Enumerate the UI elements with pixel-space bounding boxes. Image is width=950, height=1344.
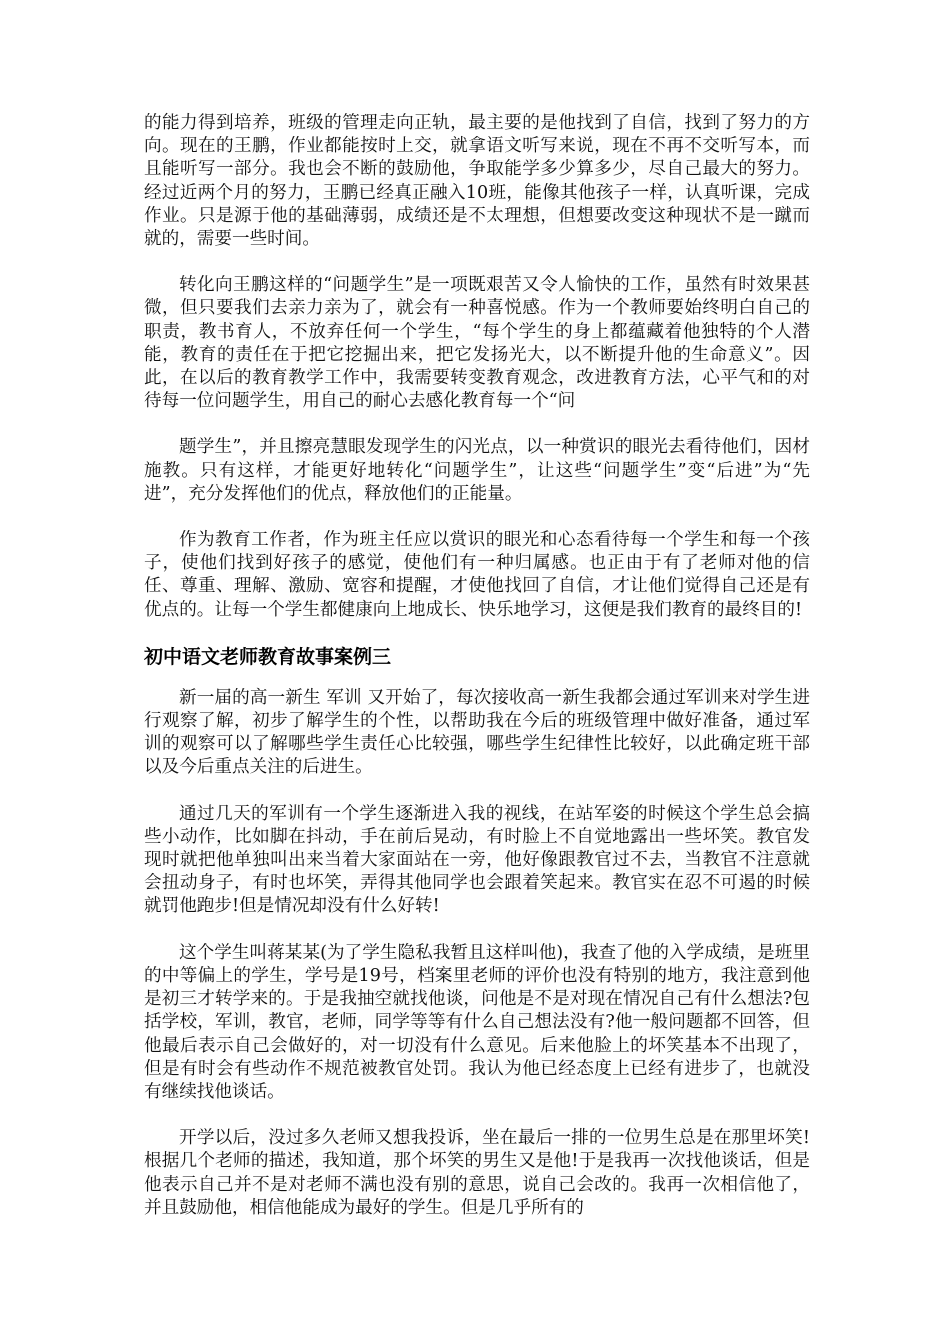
section-heading: 初中语文老师教育故事案例三 bbox=[144, 645, 392, 668]
paragraph: 这个学生叫蒋某某(为了学生隐私我暂且这样叫他)，我查了他的入学成绩，是班里的中等偏上的学生，学号是19号，档案里老师的评价也没有特别的地方，我注意到他是初三才转学来的。于是我抽空就找他谈，问他是不是对现在情况自己有什么想法?包括学校，军训，教官，老师，同学等等有什么自己想法没有?他一般问题都不回答，但他最后表示自己会做好的，对一切没有什么意见。后来他脸上的坏笑基本不出现了，但是有时会有些动作不规范被教官处罚。我认为他已经态度上已经有进步了，也就没有继续找他谈话。 bbox=[144, 942, 810, 1102]
paragraph: 通过几天的军训有一个学生逐渐进入我的视线，在站军姿的时候这个学生总会搞些小动作，比如脚在抖动，手在前后晃动，有时脸上不自觉地露出一些坏笑。教官发现时就把他单独叫出来当着大家面站在一旁，他好像跟教官过不去，当教官不注意就会扭动身子，有时也坏笑，弄得其他同学也会跟着笑起来。教官实在忍不可遏的时候就罚他跑步!但是情况却没有什么好转! bbox=[144, 803, 810, 917]
paragraph: 新一届的高一新生 军训 又开始了，每次接收高一新生我都会通过军训来对学生进行观察了解，初步了解学生的个性，以帮助我在今后的班级管理中做好准备，通过军训的观察可以了解哪些学生责任心比较强，哪些学生纪律性比较好，以此确定班干部以及今后重点关注的后进生。 bbox=[144, 687, 810, 778]
paragraph: 题学生”，并且擦亮慧眼发现学生的闪光点，以一种赏识的眼光去看待他们，因材施教。只有这样，才能更好地转化“问题学生”，让这些“问题学生”变“后进”为“先进”，充分发挥他们的优点，释放他们的正能量。 bbox=[144, 437, 810, 504]
paragraph: 作为教育工作者，作为班主任应以赏识的眼光和心态看待每一个学生和每一个孩子，使他们找到好孩子的感觉，使他们有一种归属感。也正由于有了老师对他的信任、尊重、理解、激励、宽容和提醒，才使他找回了自信，才让他们觉得自己还是有优点的。让每一个学生都健康向上地成长、快乐地学习，这便是我们教育的最终目的! bbox=[144, 530, 810, 620]
paragraph: 转化向王鹏这样的“问题学生”是一项既艰苦又令人愉快的工作，虽然有时效果甚微，但只要我们去亲力亲为了，就会有一种喜悦感。作为一个教师要始终明白自己的职责，教书育人，不放弃任何一个学生，“每个学生的身上都蕴藏着他独特的个人潜能，教育的责任在于把它挖掘出来，把它发扬光大，以不断提升他的生命意义”。因此，在以后的教育教学工作中，我需要转变教育观念，改进教育方法，心平气和的对待每一位问题学生，用自己的耐心去感化教育每一个“问 bbox=[144, 275, 810, 412]
paragraph: 开学以后，没过多久老师又想我投诉，坐在最后一排的一位男生总是在那里坏笑!根据几个老师的描述，我知道，那个坏笑的男生又是他!于是我再一次找他谈话，但是他表示自己并不是对老师不满也没有别的意思，说自己会改的。我再一次相信他了，并且鼓励他，相信他能成为最好的学生。但是几乎所有的 bbox=[144, 1128, 810, 1218]
paragraph: 的能力得到培养，班级的管理走向正轨，最主要的是他找到了自信，找到了努力的方向。现在的王鹏，作业都能按时上交，就拿语文听写来说，现在不再不交听写本，而且能听写一部分。我也会不断的鼓励他，争取能学多少算多少，尽自己最大的努力。经过近两个月的努力，王鹏已经真正融入10班，能像其他孩子一样，认真听课，完成作业。只是源于他的基础薄弱，成绩还是不太理想，但想要改变这种现状不是一蹴而就的，需要一些时间。 bbox=[144, 113, 810, 250]
document-page bbox=[144, 112, 810, 1220]
